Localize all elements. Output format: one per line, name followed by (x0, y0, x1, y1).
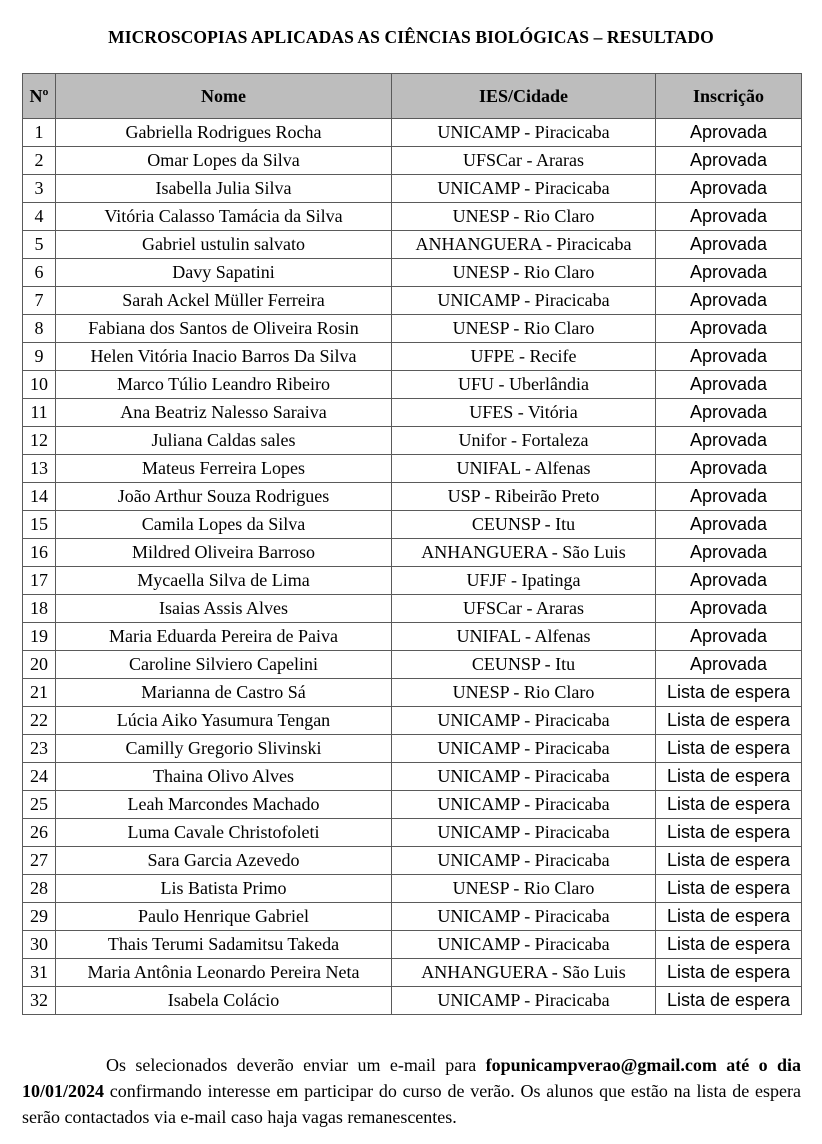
row-institution: UFSCar - Araras (392, 147, 656, 175)
row-number: 9 (23, 343, 56, 371)
row-number: 21 (23, 679, 56, 707)
table-row (23, 595, 802, 623)
row-number: 2 (23, 147, 56, 175)
header-name: Nome (56, 74, 392, 119)
row-status: Aprovada (656, 203, 802, 231)
row-status: Aprovada (656, 483, 802, 511)
row-institution: UNIFAL - Alfenas (392, 623, 656, 651)
row-status: Aprovada (656, 511, 802, 539)
row-name: Fabiana dos Santos de Oliveira Rosin (56, 315, 392, 343)
row-name: Maria Eduarda Pereira de Paiva (56, 623, 392, 651)
row-name: Lúcia Aiko Yasumura Tengan (56, 707, 392, 735)
table-row (23, 371, 802, 399)
row-number: 27 (23, 847, 56, 875)
header-registration: Inscrição (656, 74, 802, 119)
row-institution: ANHANGUERA - São Luis (392, 959, 656, 987)
row-institution: UFSCar - Araras (392, 595, 656, 623)
row-status: Aprovada (656, 455, 802, 483)
table-row (23, 175, 802, 203)
table-body (23, 119, 802, 1015)
row-status: Lista de espera (656, 875, 802, 903)
row-number: 28 (23, 875, 56, 903)
row-number: 8 (23, 315, 56, 343)
table-row (23, 567, 802, 595)
row-number: 5 (23, 231, 56, 259)
row-name: Camila Lopes da Silva (56, 511, 392, 539)
row-status: Aprovada (656, 119, 802, 147)
row-institution: UNESP - Rio Claro (392, 315, 656, 343)
row-number: 31 (23, 959, 56, 987)
table-header-row (23, 74, 802, 119)
header-institution: IES/Cidade (392, 74, 656, 119)
row-institution: UNICAMP - Piracicaba (392, 175, 656, 203)
table-row (23, 735, 802, 763)
footer-paragraph (22, 1052, 801, 1130)
table-row (23, 455, 802, 483)
row-number: 13 (23, 455, 56, 483)
row-institution: UNICAMP - Piracicaba (392, 819, 656, 847)
row-status: Lista de espera (656, 931, 802, 959)
row-status: Aprovada (656, 315, 802, 343)
table-row (23, 399, 802, 427)
row-status: Aprovada (656, 651, 802, 679)
row-number: 22 (23, 707, 56, 735)
table-row (23, 819, 802, 847)
row-status: Lista de espera (656, 903, 802, 931)
row-institution: UFJF - Ipatinga (392, 567, 656, 595)
row-number: 3 (23, 175, 56, 203)
row-institution: UNICAMP - Piracicaba (392, 735, 656, 763)
footer-text-2: confirmando interesse em participar do curso de verão. Os alunos que estão na lista de espera serão contactados via e-mail caso haja vagas remanescentes. (22, 1081, 801, 1127)
row-number: 18 (23, 595, 56, 623)
table-row (23, 483, 802, 511)
row-status: Aprovada (656, 567, 802, 595)
table-row (23, 511, 802, 539)
table-row (23, 791, 802, 819)
row-status: Lista de espera (656, 959, 802, 987)
table-row (23, 119, 802, 147)
row-name: Juliana Caldas sales (56, 427, 392, 455)
table-row (23, 623, 802, 651)
row-name: Ana Beatriz Nalesso Saraiva (56, 399, 392, 427)
table-row (23, 147, 802, 175)
row-name: Sara Garcia Azevedo (56, 847, 392, 875)
row-number: 20 (23, 651, 56, 679)
page-title: MICROSCOPIAS APLICADAS AS CIÊNCIAS BIOLÓGICAS – RESULTADO (108, 27, 714, 47)
row-institution: UNICAMP - Piracicaba (392, 119, 656, 147)
row-name: Mildred Oliveira Barroso (56, 539, 392, 567)
table-row (23, 763, 802, 791)
row-name: Gabriel ustulin salvato (56, 231, 392, 259)
row-institution: CEUNSP - Itu (392, 511, 656, 539)
row-name: Davy Sapatini (56, 259, 392, 287)
row-number: 6 (23, 259, 56, 287)
row-number: 26 (23, 819, 56, 847)
row-number: 14 (23, 483, 56, 511)
row-status: Aprovada (656, 539, 802, 567)
table-row (23, 231, 802, 259)
row-status: Lista de espera (656, 679, 802, 707)
row-institution: Unifor - Fortaleza (392, 427, 656, 455)
row-institution: UNESP - Rio Claro (392, 203, 656, 231)
row-name: Thaina Olivo Alves (56, 763, 392, 791)
row-institution: UNESP - Rio Claro (392, 875, 656, 903)
row-number: 11 (23, 399, 56, 427)
row-name: Isabela Colácio (56, 987, 392, 1015)
row-institution: USP - Ribeirão Preto (392, 483, 656, 511)
deadline-text: até o dia 10/01/2024 (22, 1055, 801, 1101)
row-status: Aprovada (656, 595, 802, 623)
row-institution: UNICAMP - Piracicaba (392, 987, 656, 1015)
results-table (22, 73, 802, 1015)
row-number: 29 (23, 903, 56, 931)
row-institution: CEUNSP - Itu (392, 651, 656, 679)
row-status: Aprovada (656, 371, 802, 399)
table-row (23, 679, 802, 707)
row-status: Aprovada (656, 259, 802, 287)
row-name: Marco Túlio Leandro Ribeiro (56, 371, 392, 399)
row-name: Mycaella Silva de Lima (56, 567, 392, 595)
row-name: Maria Antônia Leonardo Pereira Neta (56, 959, 392, 987)
footer-note (22, 1052, 801, 1130)
row-status: Aprovada (656, 231, 802, 259)
row-status: Lista de espera (656, 707, 802, 735)
row-number: 19 (23, 623, 56, 651)
table-row (23, 875, 802, 903)
table-row (23, 427, 802, 455)
row-name: Leah Marcondes Machado (56, 791, 392, 819)
row-status: Lista de espera (656, 819, 802, 847)
row-name: Caroline Silviero Capelini (56, 651, 392, 679)
row-name: Isabella Julia Silva (56, 175, 392, 203)
row-institution: UNESP - Rio Claro (392, 259, 656, 287)
row-number: 4 (23, 203, 56, 231)
row-status: Aprovada (656, 175, 802, 203)
row-number: 23 (23, 735, 56, 763)
row-institution: UNICAMP - Piracicaba (392, 707, 656, 735)
table-row (23, 847, 802, 875)
row-number: 30 (23, 931, 56, 959)
row-institution: UNESP - Rio Claro (392, 679, 656, 707)
table-row (23, 343, 802, 371)
table-row (23, 315, 802, 343)
header-number: Nº (23, 74, 56, 119)
row-name: Marianna de Castro Sá (56, 679, 392, 707)
table-row (23, 931, 802, 959)
row-status: Aprovada (656, 287, 802, 315)
row-status: Lista de espera (656, 735, 802, 763)
row-number: 1 (23, 119, 56, 147)
row-name: Luma Cavale Christofoleti (56, 819, 392, 847)
row-status: Lista de espera (656, 763, 802, 791)
table-row (23, 539, 802, 567)
row-institution: UNICAMP - Piracicaba (392, 287, 656, 315)
row-number: 16 (23, 539, 56, 567)
row-name: Camilly Gregorio Slivinski (56, 735, 392, 763)
row-institution: UFPE - Recife (392, 343, 656, 371)
row-institution: UNICAMP - Piracicaba (392, 903, 656, 931)
footer-text-1: Os selecionados deverão enviar um e-mail para (106, 1055, 486, 1075)
row-status: Aprovada (656, 427, 802, 455)
row-name: Lis Batista Primo (56, 875, 392, 903)
row-institution: UNICAMP - Piracicaba (392, 763, 656, 791)
row-status: Aprovada (656, 147, 802, 175)
row-number: 17 (23, 567, 56, 595)
row-institution: ANHANGUERA - São Luis (392, 539, 656, 567)
table-row (23, 651, 802, 679)
row-status: Aprovada (656, 623, 802, 651)
row-number: 25 (23, 791, 56, 819)
table-row (23, 987, 802, 1015)
row-name: Sarah Ackel Müller Ferreira (56, 287, 392, 315)
table-row (23, 707, 802, 735)
contact-email: fopunicampverao@gmail.com (485, 1055, 717, 1075)
row-status: Lista de espera (656, 987, 802, 1015)
row-institution: UNICAMP - Piracicaba (392, 791, 656, 819)
row-name: Gabriella Rodrigues Rocha (56, 119, 392, 147)
row-status: Lista de espera (656, 847, 802, 875)
row-name: Isaias Assis Alves (56, 595, 392, 623)
row-status: Lista de espera (656, 791, 802, 819)
row-number: 24 (23, 763, 56, 791)
row-number: 12 (23, 427, 56, 455)
row-name: Vitória Calasso Tamácia da Silva (56, 203, 392, 231)
row-name: Paulo Henrique Gabriel (56, 903, 392, 931)
table-row (23, 287, 802, 315)
row-institution: UNICAMP - Piracicaba (392, 847, 656, 875)
table-row (23, 959, 802, 987)
row-name: Helen Vitória Inacio Barros Da Silva (56, 343, 392, 371)
row-status: Aprovada (656, 399, 802, 427)
row-institution: UFES - Vitória (392, 399, 656, 427)
table-row (23, 903, 802, 931)
row-institution: ANHANGUERA - Piracicaba (392, 231, 656, 259)
row-institution: UNIFAL - Alfenas (392, 455, 656, 483)
row-institution: UNICAMP - Piracicaba (392, 931, 656, 959)
row-number: 7 (23, 287, 56, 315)
row-name: Thais Terumi Sadamitsu Takeda (56, 931, 392, 959)
row-number: 32 (23, 987, 56, 1015)
row-institution: UFU - Uberlândia (392, 371, 656, 399)
row-name: João Arthur Souza Rodrigues (56, 483, 392, 511)
row-number: 15 (23, 511, 56, 539)
table-row (23, 259, 802, 287)
table-row (23, 203, 802, 231)
row-number: 10 (23, 371, 56, 399)
row-name: Mateus Ferreira Lopes (56, 455, 392, 483)
row-status: Aprovada (656, 343, 802, 371)
row-name: Omar Lopes da Silva (56, 147, 392, 175)
